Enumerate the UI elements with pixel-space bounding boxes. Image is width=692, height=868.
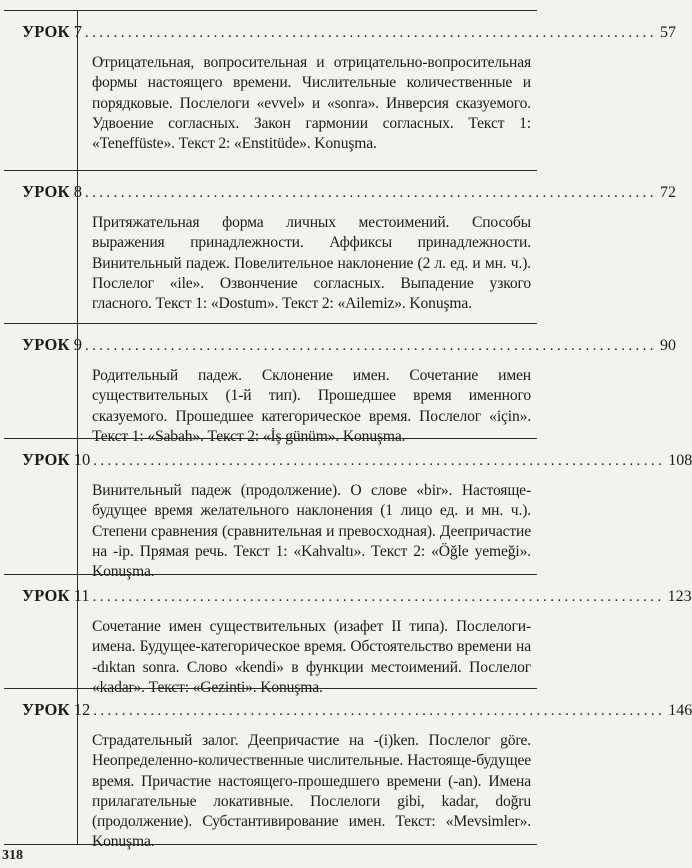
lesson-entry — [4, 10, 676, 171]
lesson-number: 9 — [73, 335, 82, 354]
lesson-description: Отрицательная, вопросительная и отрицательно-вопросительная формы настоящего времени. Числительные количественные и порядковые. Послелоги «evvel» и «sonra». Инверсия сказуемого. Удвоение согласных. Закон гармонии согласных. Текст 1: «Teneffüste». Текст 2: «Enstitüde». Konuşma. — [92, 54, 531, 153]
lesson-entry — [4, 688, 692, 851]
lesson-entry — [4, 170, 676, 324]
lesson-heading — [22, 22, 676, 42]
lesson-entry — [4, 323, 676, 445]
lesson-title: УРОК — [22, 450, 70, 469]
lesson-title: УРОК — [22, 22, 70, 41]
lesson-number: 11 — [73, 586, 90, 605]
lesson-page: 146 — [668, 702, 692, 719]
leader-dots: ................................................................................ — [84, 338, 657, 354]
leader-dots: ................................................................................ — [84, 185, 657, 201]
lesson-page: 90 — [659, 337, 676, 354]
lesson-heading — [22, 586, 692, 606]
lesson-title: УРОК — [22, 182, 70, 201]
lesson-heading — [22, 335, 676, 355]
lesson-description: Сочетание имен существительных (изафет II типа). Послелоги-имена. Будущее-категорическое время. Обстоятельство времени на -dıktan sonra. Слово «kendi» в функции местоимений. Послелог «kadar». Текст: «Gezinti». Konuşma. — [92, 618, 531, 696]
lesson-number: 12 — [73, 700, 91, 719]
lesson-description: Родительный падеж. Склонение имен. Сочетание имен существительных (1-й тип). Прошедшее время именного сказуемого. Прошедшее категорическое время. Послелог «için». Текст 1: «Sabah». Текст 2: «İş günüm». Konuşma. — [92, 367, 531, 445]
lesson-heading — [22, 450, 692, 470]
lesson-entry — [4, 438, 692, 581]
lesson-heading — [22, 182, 676, 202]
lesson-title: УРОК — [22, 335, 70, 354]
lesson-description: Винительный падеж (продолжение). О слове «bir». Настояще-будущее время желательного наклонения (1 лицо ед. и мн. ч.). Степени сравнения (сравнительная и превосходная). Деепричастие на -ip. Прямая речь. Текст 1: «Kahvaltı». Текст 2: «Öğle yemeği». Konuşma. — [92, 482, 531, 581]
lesson-description: Страдательный залог. Деепричастие на -(i)ken. Послелог göre. Неопределенно-количественные числительные. Настояще-будущее время. Причастие настоящего-прошедшего времени (-an). Имена прилагательные локативные. Послелоги gibi, kadar, doğru (продолжение). Субстантивирование имен. Текст: «Mevsimler». Konuşma. — [92, 732, 531, 851]
lesson-number: 7 — [73, 22, 82, 41]
lesson-title: УРОК — [22, 586, 70, 605]
lesson-page: 123 — [667, 588, 692, 605]
lesson-number: 10 — [73, 450, 91, 469]
lesson-title: УРОК — [22, 700, 70, 719]
leader-dots: ................................................................................ — [92, 589, 665, 605]
page-number: 318 — [2, 848, 23, 863]
leader-dots: ................................................................................ — [93, 453, 666, 469]
lesson-page: 108 — [668, 452, 692, 469]
lesson-description: Притяжательная форма личных местоимений. Способы выражения принадлежности. Аффиксы принадлежности. Винительный падеж. Повелительное наклонение (2 л. ед. и мн. ч.). Послелог «ile». Озвончение согласных. Выпадение узкого гласного. Текст 1: «Dostum». Текст 2: «Ailemiz». Konuşma. — [92, 214, 531, 313]
lesson-number: 8 — [73, 182, 82, 201]
lesson-page: 57 — [659, 24, 676, 41]
leader-dots: ................................................................................ — [84, 25, 657, 41]
lesson-page: 72 — [659, 184, 676, 201]
lesson-entry — [4, 574, 692, 696]
leader-dots: ................................................................................ — [93, 703, 666, 719]
lesson-heading — [22, 700, 692, 720]
